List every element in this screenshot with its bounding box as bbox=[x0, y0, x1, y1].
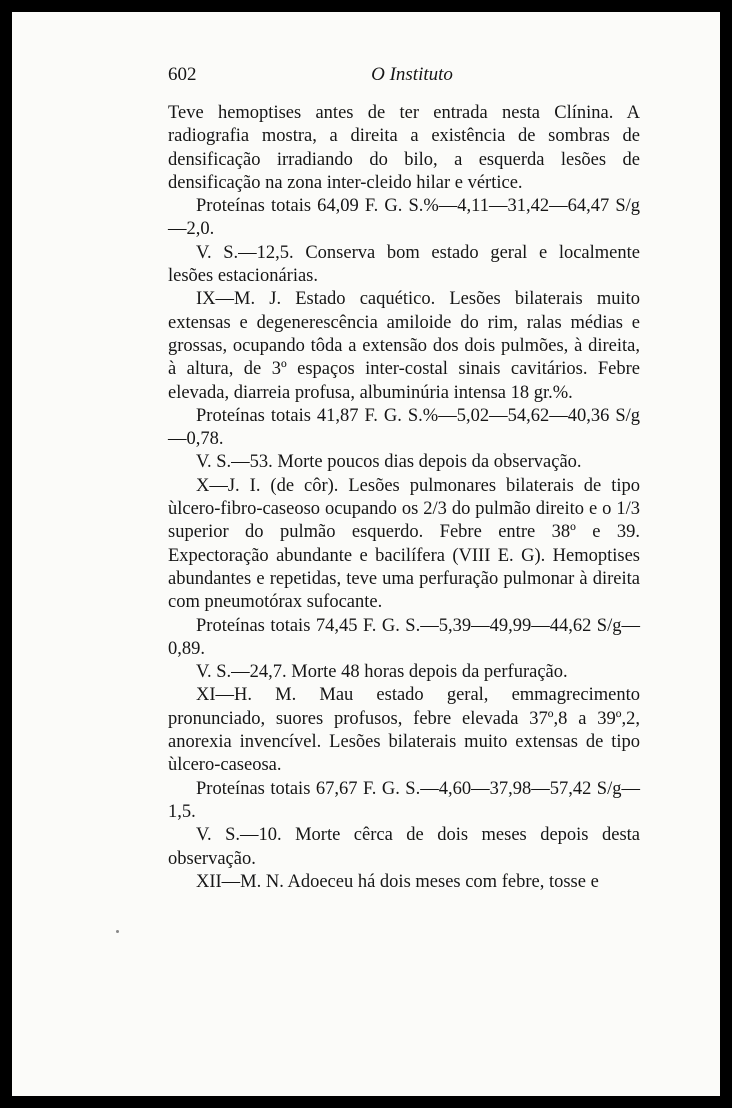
paragraph-proteins-viii: Proteínas totais 64,09 F. G. S.%—4,11—31,42—64,47 S/g—2,0. bbox=[168, 196, 640, 240]
paragraph-case-ix: IX—M. J. Estado caquético. Lesões bilaterais muito extensas e degenerescência amiloide do rim, ralas médias e grossas, ocupando tôda a extensão dos dois pulmões, à direita, à altura, de 3º espaços inter-costal sinais cavitários. Febre elevada, diarreia profusa, albuminúria intensa 18 gr.%. bbox=[168, 289, 640, 403]
paragraph-proteins-x: Proteínas totais 74,45 F. G. S.—5,39—49,99—44,62 S/g—0,89. bbox=[168, 615, 640, 659]
paragraph-case-xii: XII—M. N. Adoeceu há dois meses com febre, tosse e bbox=[196, 871, 599, 892]
paragraph-proteins-ix: Proteínas totais 41,87 F. G. S.%—5,02—54,62—40,36 S/g—0,78. bbox=[168, 405, 640, 450]
running-title: O Instituto bbox=[371, 64, 453, 85]
paragraph-case-xi: XI—H. M. Mau estado geral, emmagrecimento pronunciado, suores profusos, febre elevada 37º,8 a 39º,2, anorexia invencível. Lesões bilaterais muito extensas de tipo ùlcero-caseosa. bbox=[168, 685, 640, 776]
document-page bbox=[12, 12, 720, 1096]
paragraph-case-viii-continuation: Teve hemoptises antes de ter entrada nesta Clínina. A radiografia mostra, a direita a existência de sombras de densificação irradiando do bilo, a esquerda lesões de densificação na zona inter-cleido hilar e vértice. bbox=[168, 103, 640, 193]
paragraph-vs-x: V. S.—24,7. Morte 48 horas depois da perfuração. bbox=[196, 662, 568, 683]
print-speck bbox=[116, 930, 119, 933]
page-number: 602 bbox=[168, 64, 197, 85]
paragraph-proteins-xi: Proteínas totais 67,67 F. G. S.—4,60—37,98—57,42 S/g—1,5. bbox=[168, 778, 640, 822]
paragraph-vs-xi: V. S.—10. Morte cêrca de dois meses depois desta observação. bbox=[168, 825, 640, 869]
page-header bbox=[168, 64, 656, 90]
paragraph-case-x: X—J. I. (de côr). Lesões pulmonares bilaterais de tipo ùlcero-fibro-caseoso ocupando os 2/3 do pulmão direito e o 1/3 superior do pulmão esquerdo. Febre entre 38º e 39. Expectoração abundante e bacilífera (VIII E. G). Hemoptises abundantes e repetidas, teve uma perfuração pulmonar à direita com pneumotórax sufocante. bbox=[168, 475, 640, 613]
paragraph-vs-viii: V. S.—12,5. Conserva bom estado geral e localmente lesões estacionárias. bbox=[168, 242, 640, 287]
paragraph-vs-ix: V. S.—53. Morte poucos dias depois da observação. bbox=[196, 452, 582, 473]
body-text bbox=[168, 102, 640, 894]
